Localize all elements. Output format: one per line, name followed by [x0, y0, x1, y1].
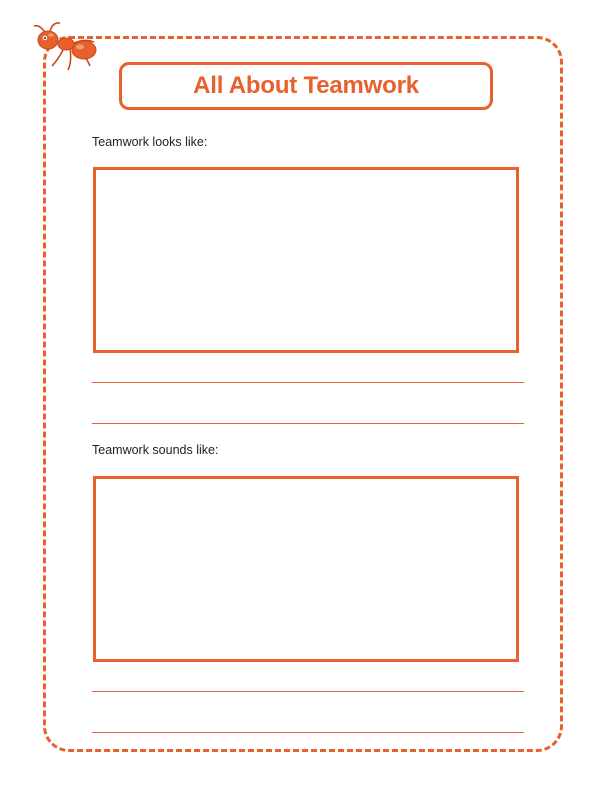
sounds-like-writing-line-2[interactable] [92, 732, 524, 733]
sounds-like-label: Teamwork sounds like: [92, 443, 219, 457]
looks-like-writing-line-2[interactable] [92, 423, 524, 424]
title-banner [119, 62, 493, 110]
looks-like-label: Teamwork looks like: [92, 135, 208, 149]
looks-like-writing-line-1[interactable] [92, 382, 524, 383]
sounds-like-writing-line-1[interactable] [92, 691, 524, 692]
looks-like-drawing-box[interactable] [93, 167, 519, 353]
sounds-like-drawing-box[interactable] [93, 476, 519, 662]
worksheet-title: All About Teamwork [193, 72, 419, 99]
ant-icon [28, 20, 106, 76]
